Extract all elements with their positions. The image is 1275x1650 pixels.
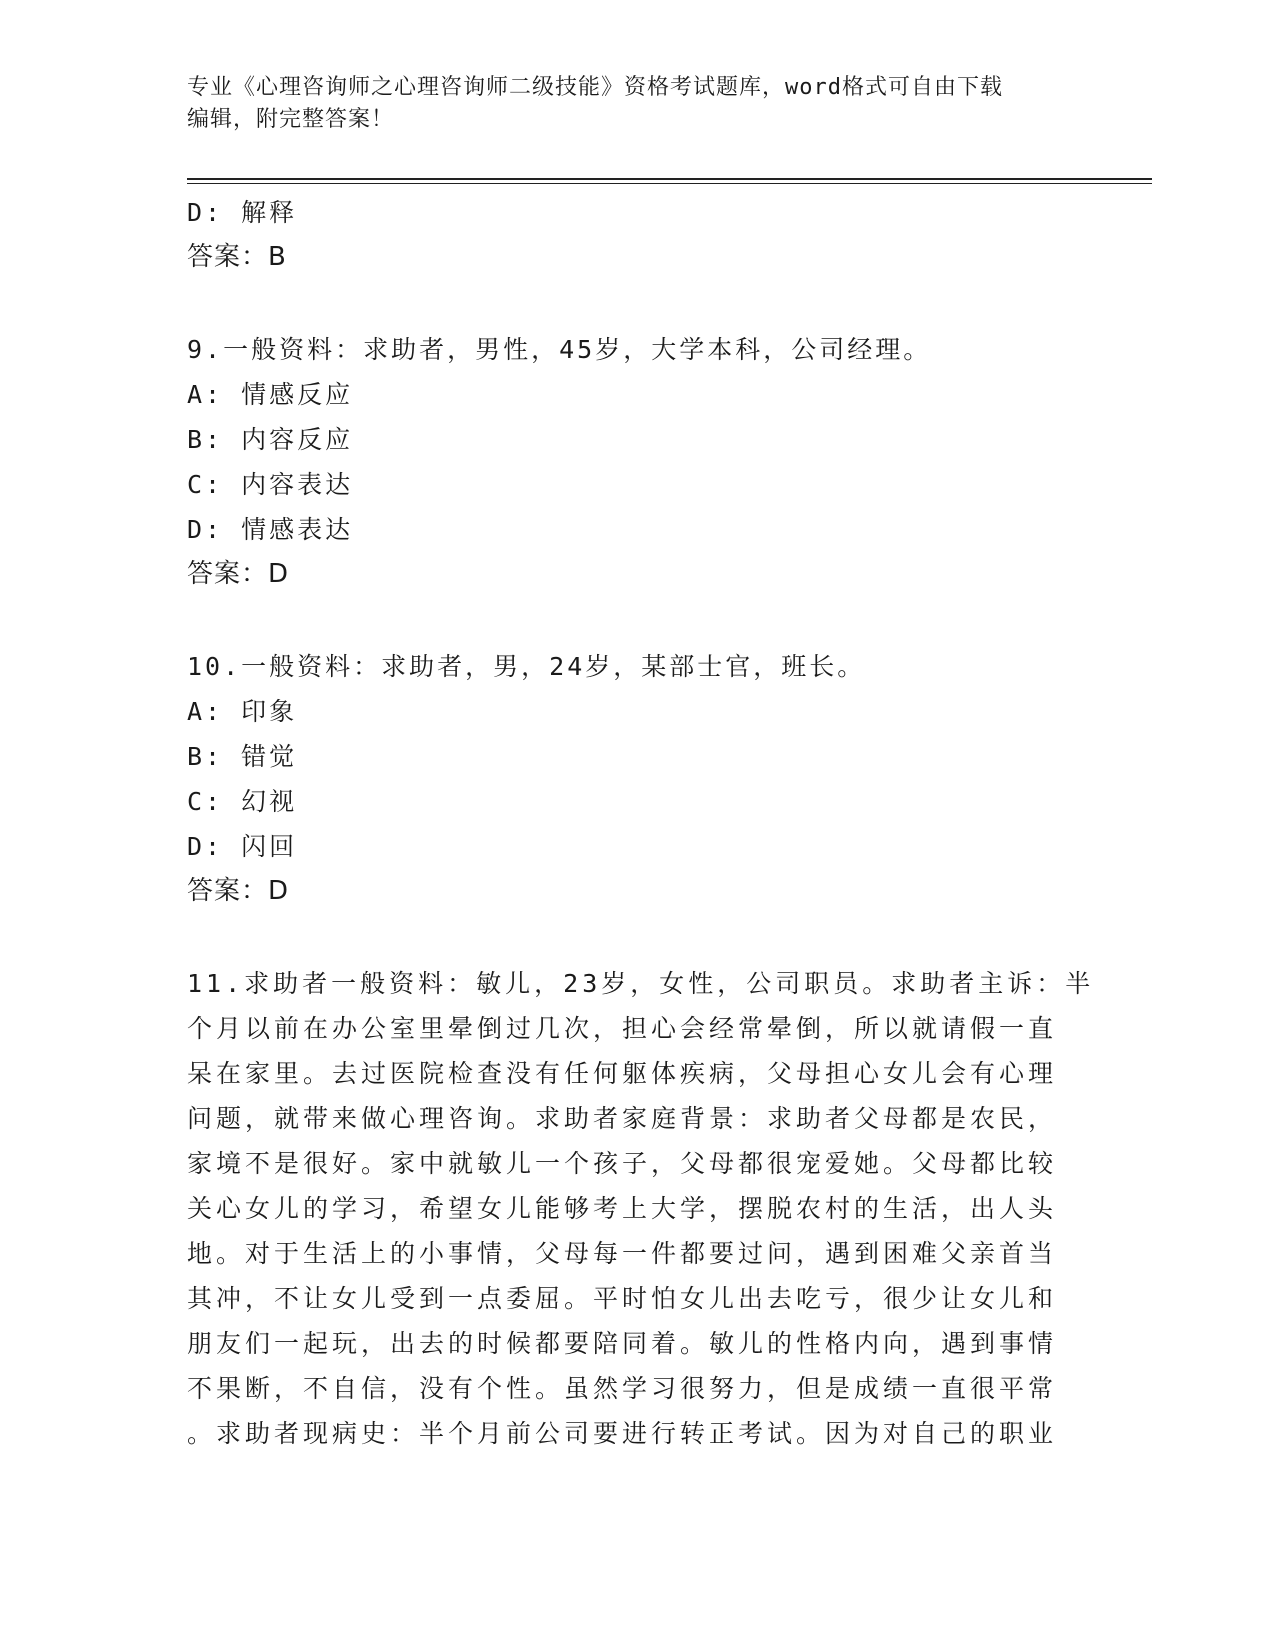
spacer bbox=[187, 914, 1087, 961]
header-divider bbox=[187, 178, 1152, 180]
option-c: C: 内容表达 bbox=[187, 470, 354, 499]
answer-line: 答案：B bbox=[187, 242, 287, 272]
option-b: B: 内容反应 bbox=[187, 425, 354, 454]
question-stem: 9.一般资料：求助者，男性，45岁，大学本科，公司经理。 bbox=[187, 335, 932, 364]
answer-line: 答案：D bbox=[187, 559, 290, 589]
option-a: A: 情感反应 bbox=[187, 380, 354, 409]
paragraph-line: 11.求助者一般资料：敏儿，23岁，女性，公司职员。求助者主诉：半 bbox=[187, 969, 1095, 998]
paragraph-line: 不果断，不自信，没有个性。虽然学习很努力，但是成绩一直很平常 bbox=[187, 1374, 1058, 1403]
paragraph-line: 地。对于生活上的小事情，父母每一件都要过问，遇到困难父亲首当 bbox=[187, 1239, 1058, 1268]
option-c: C: 幻视 bbox=[187, 787, 298, 816]
option-d: D: 闪回 bbox=[187, 832, 298, 861]
question-stem: 10.一般资料：求助者，男，24岁，某部士官，班长。 bbox=[187, 652, 866, 681]
question-11 bbox=[187, 961, 1095, 1456]
question-9 bbox=[187, 327, 1087, 597]
header-divider-thin bbox=[187, 183, 1152, 184]
paragraph-line: 家境不是很好。家中就敏儿一个孩子，父母都很宠爱她。父母都比较 bbox=[187, 1149, 1058, 1178]
question-10 bbox=[187, 644, 1087, 914]
paragraph-line: 问题，就带来做心理咨询。求助者家庭背景：求助者父母都是农民， bbox=[187, 1104, 1058, 1133]
spacer bbox=[187, 597, 1087, 644]
spacer bbox=[187, 280, 1087, 327]
option-d: D: 解释 bbox=[187, 198, 298, 227]
answer-line: 答案：D bbox=[187, 876, 290, 906]
paragraph-line: 关心女儿的学习，希望女儿能够考上大学，摆脱农村的生活，出人头 bbox=[187, 1194, 1058, 1223]
paragraph-line: 朋友们一起玩，出去的时候都要陪同着。敏儿的性格内向，遇到事情 bbox=[187, 1329, 1058, 1358]
option-d: D: 情感表达 bbox=[187, 515, 354, 544]
paragraph-line: 呆在家里。去过医院检查没有任何躯体疾病，父母担心女儿会有心理 bbox=[187, 1059, 1058, 1088]
option-b: B: 错觉 bbox=[187, 742, 298, 771]
paragraph-line: 其冲，不让女儿受到一点委屈。平时怕女儿出去吃亏，很少让女儿和 bbox=[187, 1284, 1058, 1313]
paragraph-line: 个月以前在办公室里晕倒过几次，担心会经常晕倒，所以就请假一直 bbox=[187, 1014, 1058, 1043]
document-body bbox=[187, 190, 1095, 1456]
paragraph-line: 。求助者现病史：半个月前公司要进行转正考试。因为对自己的职业 bbox=[187, 1419, 1058, 1448]
option-a: A: 印象 bbox=[187, 697, 298, 726]
page-header: 专业《心理咨询师之心理咨询师二级技能》资格考试题库，word格式可自由下载 编辑，附完整答案！ bbox=[187, 75, 1003, 132]
